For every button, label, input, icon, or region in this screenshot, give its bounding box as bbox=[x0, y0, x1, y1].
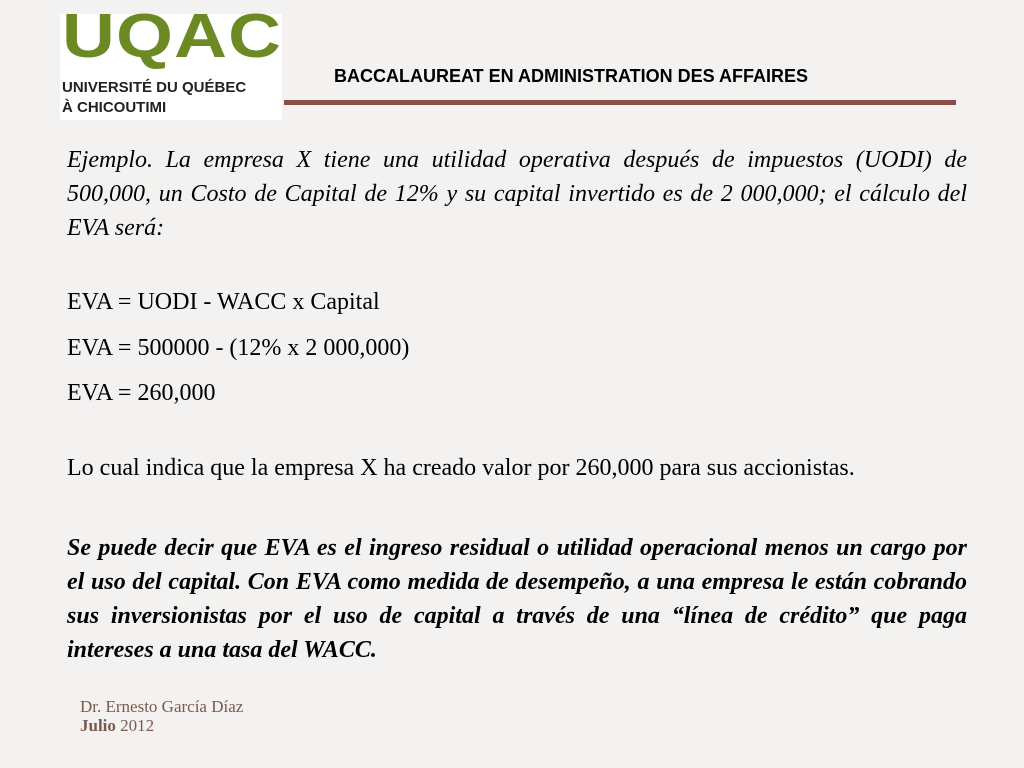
date-month: Julio bbox=[80, 716, 116, 735]
date-line bbox=[80, 716, 243, 735]
date-year: 2012 bbox=[115, 716, 155, 735]
footer bbox=[80, 697, 243, 735]
equation-formula: EVA = UODI - WACC x Capital bbox=[67, 289, 380, 315]
example-paragraph: Ejemplo. La empresa X tiene una utilidad operativa después de impuestos (UODI) de 500,000, un Costo de Capital de 12% y su capital invertido es de 2 000,000; el cálculo del EVA será: bbox=[67, 147, 967, 241]
conclusion-paragraph: Lo cual indica que la empresa X ha creado valor por 260,000 para sus accionistas. bbox=[67, 455, 855, 481]
author-name: Dr. Ernesto García Díaz bbox=[80, 697, 244, 716]
eva-definition-paragraph: Se puede decir que EVA es el ingreso residual o utilidad operacional menos un cargo por el uso del capital. Con EVA como medida de desempeño, a una empresa le están cobrando sus inversionistas por el uso de capital a través de una “línea de crédito” que paga intereses a una tasa del WACC. bbox=[67, 535, 967, 663]
uqac-logo bbox=[60, 2, 283, 120]
program-title: BACCALAUREAT EN ADMINISTRATION DES AFFAIRES bbox=[334, 66, 808, 86]
logo-city-line: À CHICOUTIMI bbox=[62, 99, 167, 116]
equation-substitution: EVA = 500000 - (12% x 2 000,000) bbox=[67, 335, 410, 361]
header-divider bbox=[284, 100, 956, 105]
equation-result: EVA = 260,000 bbox=[67, 380, 216, 406]
logo-wordmark: UQAC bbox=[62, 2, 283, 71]
logo-university-line: UNIVERSITÉ DU QUÉBEC bbox=[62, 79, 247, 96]
